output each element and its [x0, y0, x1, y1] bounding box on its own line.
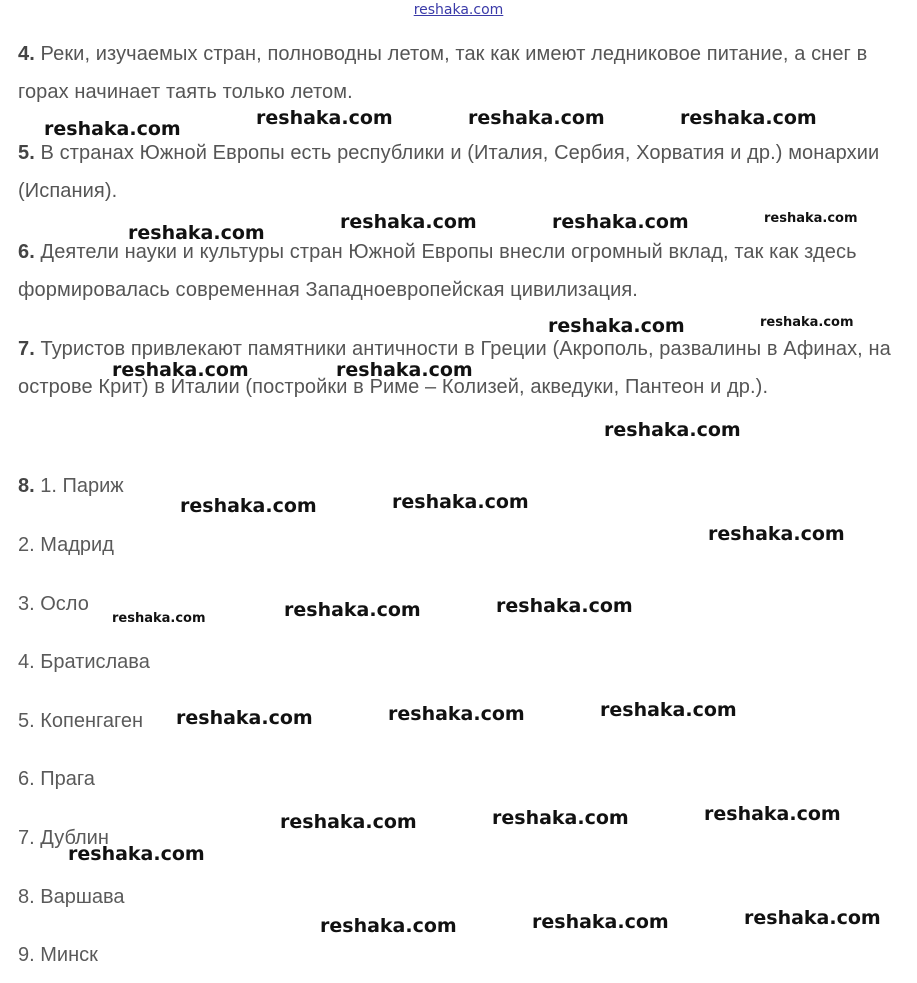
watermark: reshaka.com — [552, 211, 689, 233]
answer-number: 6. — [18, 241, 35, 263]
watermark: reshaka.com — [764, 211, 858, 226]
watermark: reshaka.com — [340, 211, 477, 233]
watermark: reshaka.com — [388, 703, 525, 725]
list-item — [18, 650, 150, 674]
watermark: reshaka.com — [744, 907, 881, 929]
watermark: reshaka.com — [280, 811, 417, 833]
answer-text: Реки, изучаемых стран, полноводны летом, так как имеют ледниковое питание, а снег в горах начинает таять только летом. — [18, 43, 868, 103]
list-item — [18, 533, 114, 557]
watermark: reshaka.com — [392, 491, 529, 513]
list-item — [18, 943, 98, 967]
list-item-text: 2. Мадрид — [18, 534, 114, 556]
list-item-text: 7. Дублин — [18, 827, 109, 849]
answer-number: 5. — [18, 142, 35, 164]
watermark: reshaka.com — [680, 107, 817, 129]
list-item-text: 5. Копенгаген — [18, 710, 144, 732]
list-item — [18, 885, 125, 909]
watermark: reshaka.com — [128, 222, 265, 244]
list-item-text: 4. Братислава — [18, 651, 150, 673]
answer-text: Деятели науки и культуры стран Южной Европы внесли огромный вклад, так как здесь формировалась современная Западноевропейская цивилизация. — [18, 241, 857, 301]
answer-number: 4. — [18, 43, 35, 65]
answer-number: 7. — [18, 338, 35, 360]
watermark: reshaka.com — [112, 359, 249, 381]
watermark: reshaka.com — [708, 523, 845, 545]
watermark: reshaka.com — [44, 118, 181, 140]
list-item — [18, 709, 143, 733]
watermark: reshaka.com — [604, 419, 741, 441]
list-item — [18, 592, 89, 616]
watermark: reshaka.com — [496, 595, 633, 617]
list-item-text: 3. Осло — [18, 593, 89, 615]
list-item-text: 6. Прага — [18, 768, 95, 790]
list-item — [18, 474, 124, 498]
watermark: reshaka.com — [336, 359, 473, 381]
watermark: reshaka.com — [704, 803, 841, 825]
answer-4 — [18, 35, 908, 111]
watermark: reshaka.com — [320, 915, 457, 937]
watermark: reshaka.com — [256, 107, 393, 129]
list-item-text: 9. Минск — [18, 944, 98, 966]
watermark: reshaka.com — [176, 707, 313, 729]
watermark: reshaka.com — [760, 315, 854, 330]
watermark: reshaka.com — [600, 699, 737, 721]
watermark: reshaka.com — [180, 495, 317, 517]
watermark: reshaka.com — [68, 843, 205, 865]
answer-5 — [18, 134, 908, 210]
answer-text: В странах Южной Европы есть республики и (Италия, Сербия, Хорватия и др.) монархии (Испания). — [18, 142, 880, 202]
answer-text: Туристов привлекают памятники античности в Греции (Акрополь, развалины в Афинах, на острове Крит) в Италии (постройки в Риме – Колизей, акведуки, Пантеон и др.). — [18, 338, 891, 398]
list-item — [18, 767, 95, 791]
watermark: reshaka.com — [532, 911, 669, 933]
watermark: reshaka.com — [492, 807, 629, 829]
answer-6 — [18, 233, 908, 309]
answer-number: 8. — [18, 475, 35, 497]
watermark: reshaka.com — [468, 107, 605, 129]
watermark: reshaka.com — [284, 599, 421, 621]
list-item-text: 8. Варшава — [18, 886, 125, 908]
watermark: reshaka.com — [112, 611, 206, 626]
list-item-text: 1. Париж — [40, 475, 124, 497]
watermark: reshaka.com — [548, 315, 685, 337]
site-header-link[interactable]: reshaka.com — [413, 2, 504, 18]
